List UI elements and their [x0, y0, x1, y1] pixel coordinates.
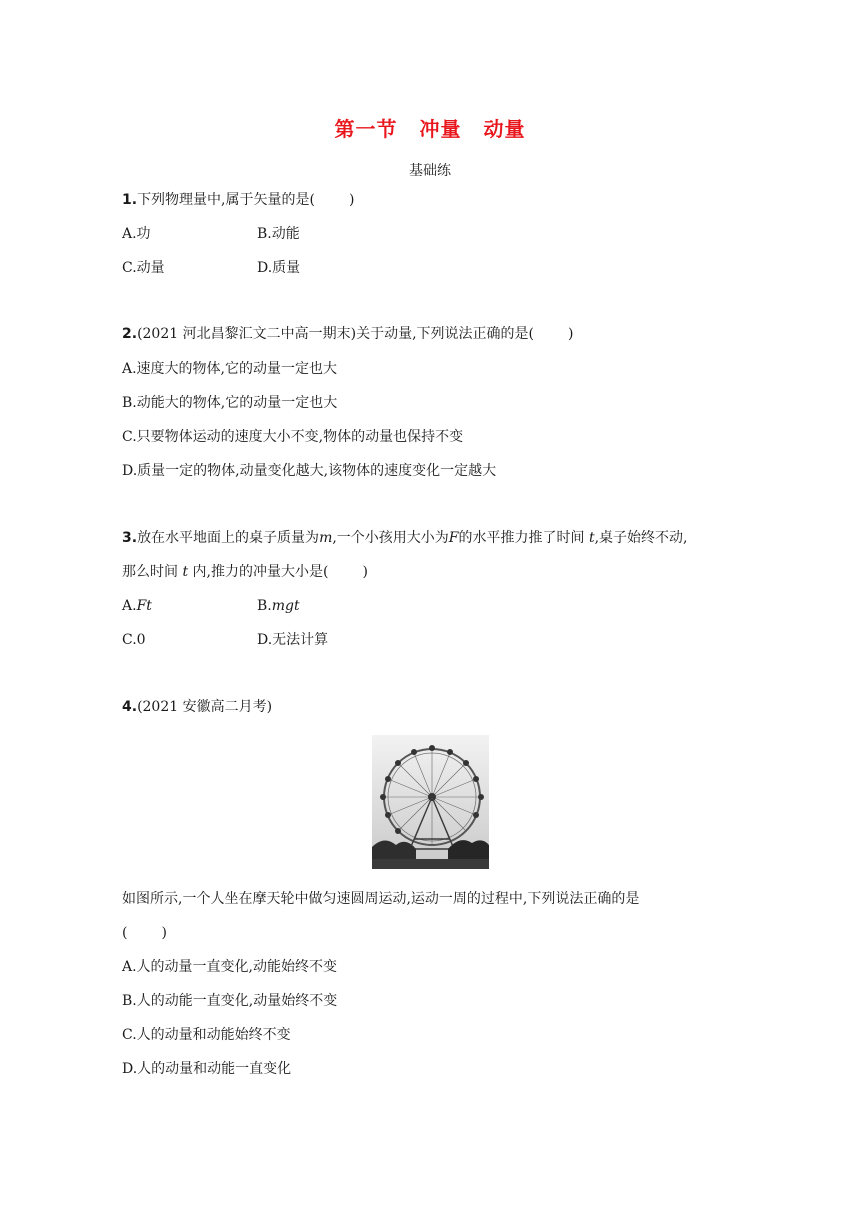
ferris-wheel-photo	[372, 735, 489, 869]
question-3-stem-line2: 那么时间 t 内,推力的冲量大小是( )	[122, 564, 368, 580]
option-b: B.mgt	[257, 598, 300, 614]
question-number: 4.	[122, 699, 138, 715]
option-c: C.动量	[122, 260, 165, 276]
question-4-stem: 如图所示,一个人坐在摩天轮中做匀速圆周运动,运动一周的过程中,下列说法正确的是	[122, 891, 640, 907]
question-number: 2.	[122, 326, 138, 342]
option-a: A.人的动量一直变化,动能始终不变	[122, 959, 338, 975]
title-section: 第一节	[334, 117, 398, 141]
option-d: D.质量	[257, 260, 301, 276]
option-c: C.人的动量和动能始终不变	[122, 1027, 291, 1043]
question-4-source: 4.(2021 安徽高二月考)	[122, 699, 273, 715]
option-d: D.质量一定的物体,动量变化越大,该物体的速度变化一定越大	[122, 463, 497, 479]
option-b: B.动能	[257, 226, 300, 242]
question-4-answer-paren: ( )	[122, 925, 167, 941]
option-c: C.只要物体运动的速度大小不变,物体的动量也保持不变	[122, 429, 464, 445]
option-d: D.无法计算	[257, 632, 329, 648]
page-title	[0, 113, 860, 142]
option-b: B.人的动能一直变化,动量始终不变	[122, 993, 338, 1009]
option-b: B.动能大的物体,它的动量一定也大	[122, 395, 338, 411]
question-number: 3.	[122, 530, 138, 546]
option-a: A.速度大的物体,它的动量一定也大	[122, 361, 338, 377]
option-a: A.功	[122, 226, 151, 242]
question-2-stem: 2.(2021 河北昌黎汇文二中高一期末)关于动量,下列说法正确的是( )	[122, 326, 574, 342]
question-number: 1.	[122, 192, 138, 208]
option-d: D.人的动量和动能一直变化	[122, 1061, 292, 1077]
question-3-stem: 3.放在水平地面上的桌子质量为m,一个小孩用大小为F的水平推力推了时间 t,桌子始终不动,	[122, 530, 688, 546]
question-1-stem: 1.下列物理量中,属于矢量的是( )	[122, 192, 355, 208]
title-topic-2: 动量	[483, 117, 526, 141]
option-c: C.0	[122, 632, 146, 648]
section-heading: 基础练	[409, 163, 451, 179]
option-a: A.Ft	[122, 598, 152, 614]
title-topic-1: 冲量	[419, 117, 462, 141]
